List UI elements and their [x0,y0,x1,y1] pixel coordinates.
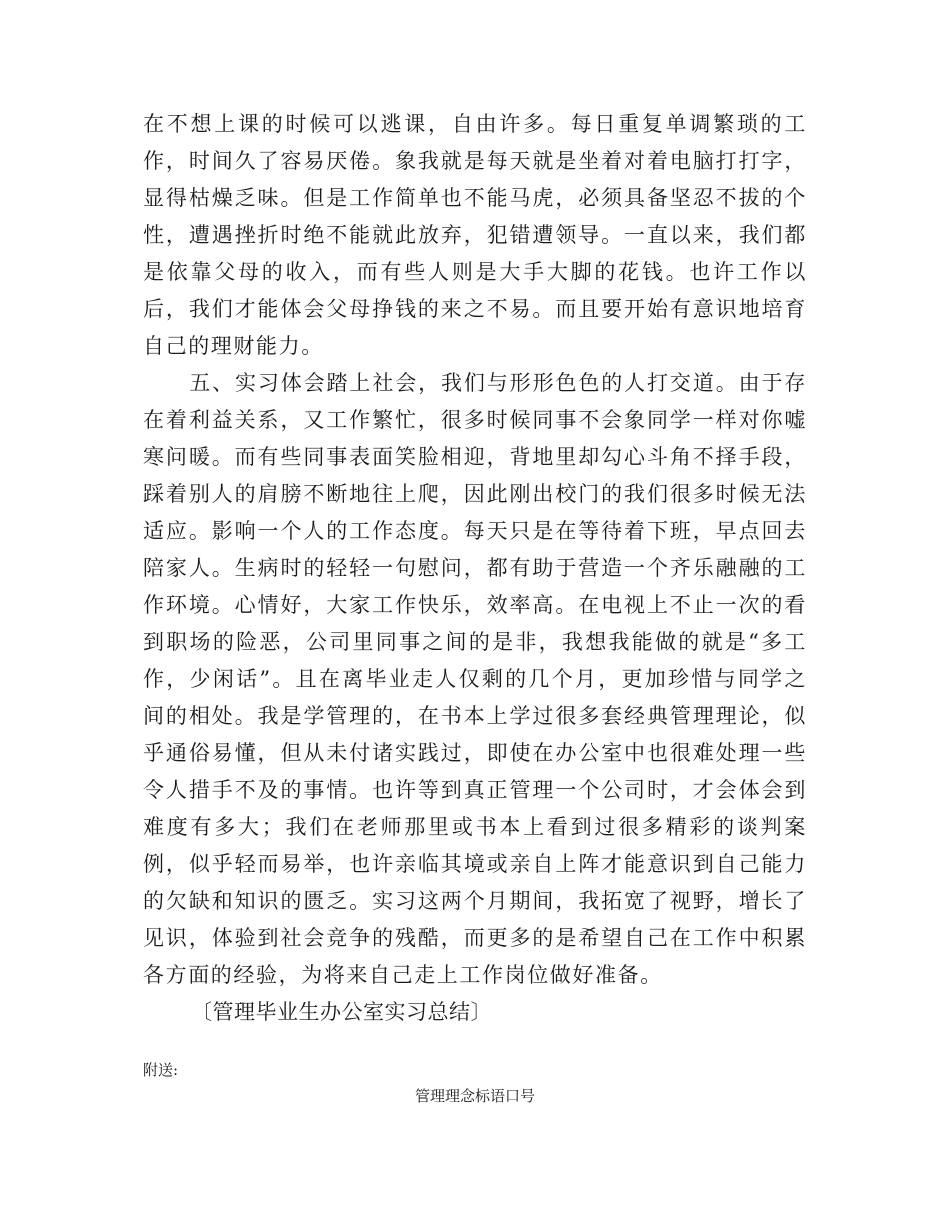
paragraph-1: 在不想上课的时候可以逃课，自由许多。每日重复单调繁琐的工作，时间久了容易厌倦。象我就是每天就是坐着对着电脑打打字，显得枯燥乏味。但是工作简单也不能马虎，必须具备坚忍不拔的个性，遭遇挫折时绝不能就此放弃，犯错遭领导。一直以来，我们都是依靠父母的收入，而有些人则是大手大脚的花钱。也许工作以后，我们才能体会父母挣钱的来之不易。而且要开始有意识地培育自己的理财能力。 [143,112,807,358]
attached-title: 管理理念标语口号 [414,1087,535,1105]
closing-title: 〔管理毕业生办公室实习总结〕 [191,1000,492,1024]
attached-label: 附送: [143,1061,179,1079]
document-body [143,106,807,1031]
paragraph-2: 五、实习体会踏上社会，我们与形形色色的人打交道。由于存在着利益关系，又工作繁忙，很多时候同事不会象同学一样对你嘘寒问暖。而有些同事表面笑脸相迎，背地里却勾心斗角不择手段，踩着别人的肩膀不断地往上爬，因此刚出校门的我们很多时候无法适应。影响一个人的工作态度。每天只是在等待着下班，早点回去陪家人。生病时的轻轻一句慰问，都有助于营造一个齐乐融融的工作环境。心情好，大家工作快乐，效率高。在电视上不止一次的看到职场的险恶，公司里同事之间的是非，我想我能做的就是“多工作，少闲话”。且在离毕业走人仅剩的几个月，更加珍惜与同学之间的相处。我是学管理的，在书本上学过很多套经典管理理论，似乎通俗易懂，但从未付诸实践过，即使在办公室中也很难处理一些令人措手不及的事情。也许等到真正管理一个公司时，才会体会到难度有多大；我们在老师那里或书本上看到过很多精彩的谈判案例，似乎轻而易举，也许亲临其境或亲自上阵才能意识到自己能力的欠缺和知识的匮乏。实习这两个月期间，我拓宽了视野，增长了见识，体验到社会竞争的残酷，而更多的是希望自己在工作中积累各方面的经验，为将来自己走上工作岗位做好准备。 [143,371,807,987]
